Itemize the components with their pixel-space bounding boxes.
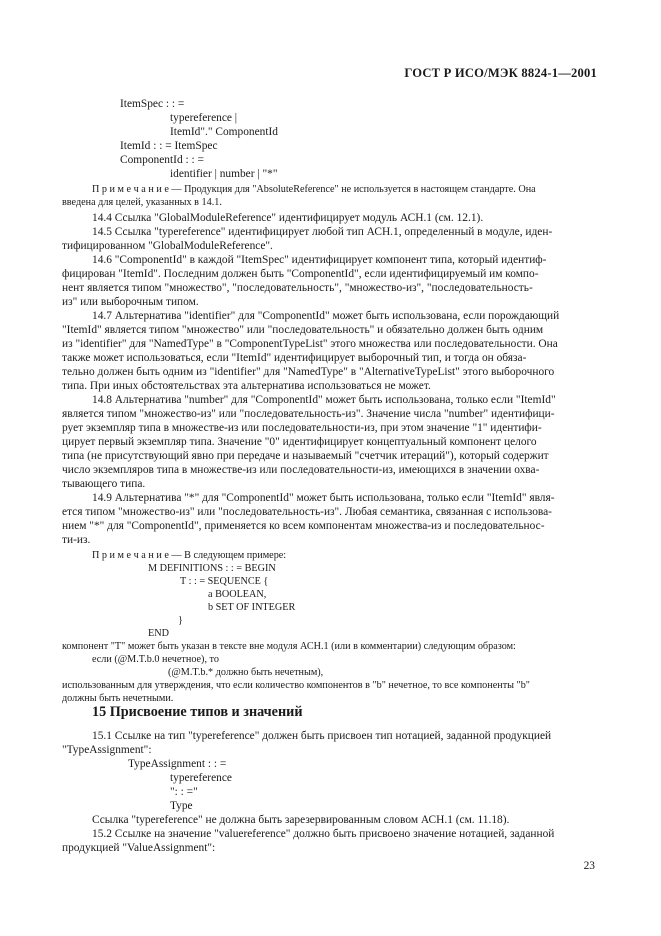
paragraph-line: 14.5 Ссылка "typereference" идентифицирует любой тип АСН.1, определенный в модуле, иден- bbox=[92, 226, 553, 238]
paragraph-line: 15.2 Ссылке на значение "valuereference" должно быть присвоено значение нотацией, заданной bbox=[92, 828, 555, 840]
paragraph-line: тельно должен быть одним из "identifier" для "NamedType" в "AlternativeTypeList" этого выборочного bbox=[62, 366, 555, 378]
note-line: компонент "T" может быть указан в тексте вне модуля АСН.1 (или в комментарии) следующим образом: bbox=[62, 641, 516, 652]
code-line: ItemId : : = ItemSpec bbox=[120, 140, 218, 152]
note-line: (@M.T.b.* должно быть нечетным), bbox=[168, 667, 324, 678]
note-line: использованным для утверждения, что если количество компонентов в "b" нечетное, то все компоненты "b" bbox=[62, 680, 530, 691]
paragraph-line: тифицированном "GlobalModuleReference". bbox=[62, 240, 273, 252]
paragraph-line: продукцией "ValueAssignment": bbox=[62, 842, 216, 854]
paragraph-line: ется типом "множество-из" или "последовательность-из". Любая семантика, связанная с использова- bbox=[62, 506, 552, 518]
code-line: } bbox=[178, 615, 183, 626]
note-line: П р и м е ч а н и е — В следующем примере: bbox=[92, 550, 287, 561]
paragraph-line: нент является типом "множество", "последовательность", "множество-из", "последовательность- bbox=[62, 282, 533, 294]
paragraph-line: 14.7 Альтернатива "identifier" для "ComponentId" может быть использована, если порождающий bbox=[92, 310, 560, 322]
paragraph-line: Ссылка "typereference" не должна быть зарезервированным словом АСН.1 (см. 11.18). bbox=[92, 814, 510, 826]
code-line: b SET OF INTEGER bbox=[208, 602, 296, 613]
paragraph-line: рует экземпляр типа в множестве-из или последовательности-из, при этом значение "1" идентифи- bbox=[62, 422, 542, 434]
code-line: ComponentId : : = bbox=[120, 154, 204, 166]
code-line: typereference bbox=[170, 772, 232, 784]
paragraph-line: является типом "множество-из" или "последовательность-из". Значение числа "number" идентифици- bbox=[62, 408, 555, 420]
paragraph-line: типа. При иных обстоятельствах эта альтернатива использоваться не может. bbox=[62, 380, 431, 392]
code-line: M DEFINITIONS : : = BEGIN bbox=[148, 563, 276, 574]
code-line: END bbox=[148, 628, 169, 639]
note-line: если (@M.T.b.0 нечетное), то bbox=[92, 654, 219, 665]
paragraph-line: из" или выборочным типом. bbox=[62, 296, 199, 308]
code-line: identifier | number | "*" bbox=[170, 168, 278, 180]
code-line: ": : =" bbox=[170, 786, 198, 798]
paragraph-line: "ItemId" является типом "множество" или "последовательность" и обязательно должен быть одним bbox=[62, 324, 544, 336]
code-line: typereference | bbox=[170, 112, 238, 124]
paragraph-line: нием "*" для "ComponentId", применяется ко всем компонентам множества-из и последовательнос- bbox=[62, 520, 545, 532]
paragraph-line: тывающего типа. bbox=[62, 478, 146, 490]
paragraph-line: цирует первый экземпляр типа. Значение "0" идентифицирует концептуальный компонент целого bbox=[62, 436, 537, 448]
note-line: П р и м е ч а н и е — Продукция для "AbsoluteReference" не используется в настоящем стандарте. Она bbox=[92, 184, 536, 195]
paragraph-line: из "identifier" для "NamedType" в "ComponentTypeList" этого множества или последовательности. Она bbox=[62, 338, 558, 350]
note-line: введена для целей, указанных в 14.1. bbox=[62, 197, 222, 208]
page-number: 23 bbox=[583, 860, 595, 872]
paragraph-line: 15.1 Ссылке на тип "typereference" должен быть присвоен тип нотацией, заданной продукцией bbox=[92, 730, 552, 742]
paragraph-line: 14.8 Альтернатива "number" для "ComponentId" может быть использована, только если "ItemId" bbox=[92, 394, 556, 406]
note-line: должны быть нечетными. bbox=[62, 693, 174, 704]
paragraph-line: "TypeAssignment": bbox=[62, 744, 152, 756]
code-line: a BOOLEAN, bbox=[208, 589, 267, 600]
paragraph-line: 14.6 "ComponentId" в каждой "ItemSpec" идентифицирует компонент типа, который идентиф- bbox=[92, 254, 547, 266]
code-line: ItemSpec : : = bbox=[120, 98, 185, 110]
code-line: TypeAssignment : : = bbox=[128, 758, 227, 770]
paragraph-line: ти-из. bbox=[62, 534, 91, 546]
code-line: Type bbox=[170, 800, 193, 812]
code-line: ItemId"." ComponentId bbox=[170, 126, 278, 138]
paragraph-line: 14.4 Ссылка "GlobalModuleReference" идентифицирует модуль АСН.1 (см. 12.1). bbox=[92, 212, 484, 224]
paragraph-line: фицирован "ItemId". Последним должен быть "ComponentId", если идентифицируемый им компо- bbox=[62, 268, 539, 280]
section-heading: 15 Присвоение типов и значений bbox=[92, 704, 303, 720]
code-line: T : : = SEQUENCE { bbox=[180, 576, 269, 587]
paragraph-line: 14.9 Альтернатива "*" для "ComponentId" может быть использована, только если "ItemId" явля- bbox=[92, 492, 555, 504]
paragraph-line: также может использоваться, если "ItemId" идентифицирует выборочный тип, и тогда он обяза- bbox=[62, 352, 527, 364]
paragraph-line: число экземпляров типа в множестве-из или последовательности-из, имеющихся в значении охва- bbox=[62, 464, 540, 476]
paragraph-line: типа (не присутствующий явно при передаче и называемый "счетчик итераций"), который содержит bbox=[62, 450, 549, 462]
page-header-standard: ГОСТ Р ИСО/МЭК 8824-1—2001 bbox=[404, 66, 597, 80]
